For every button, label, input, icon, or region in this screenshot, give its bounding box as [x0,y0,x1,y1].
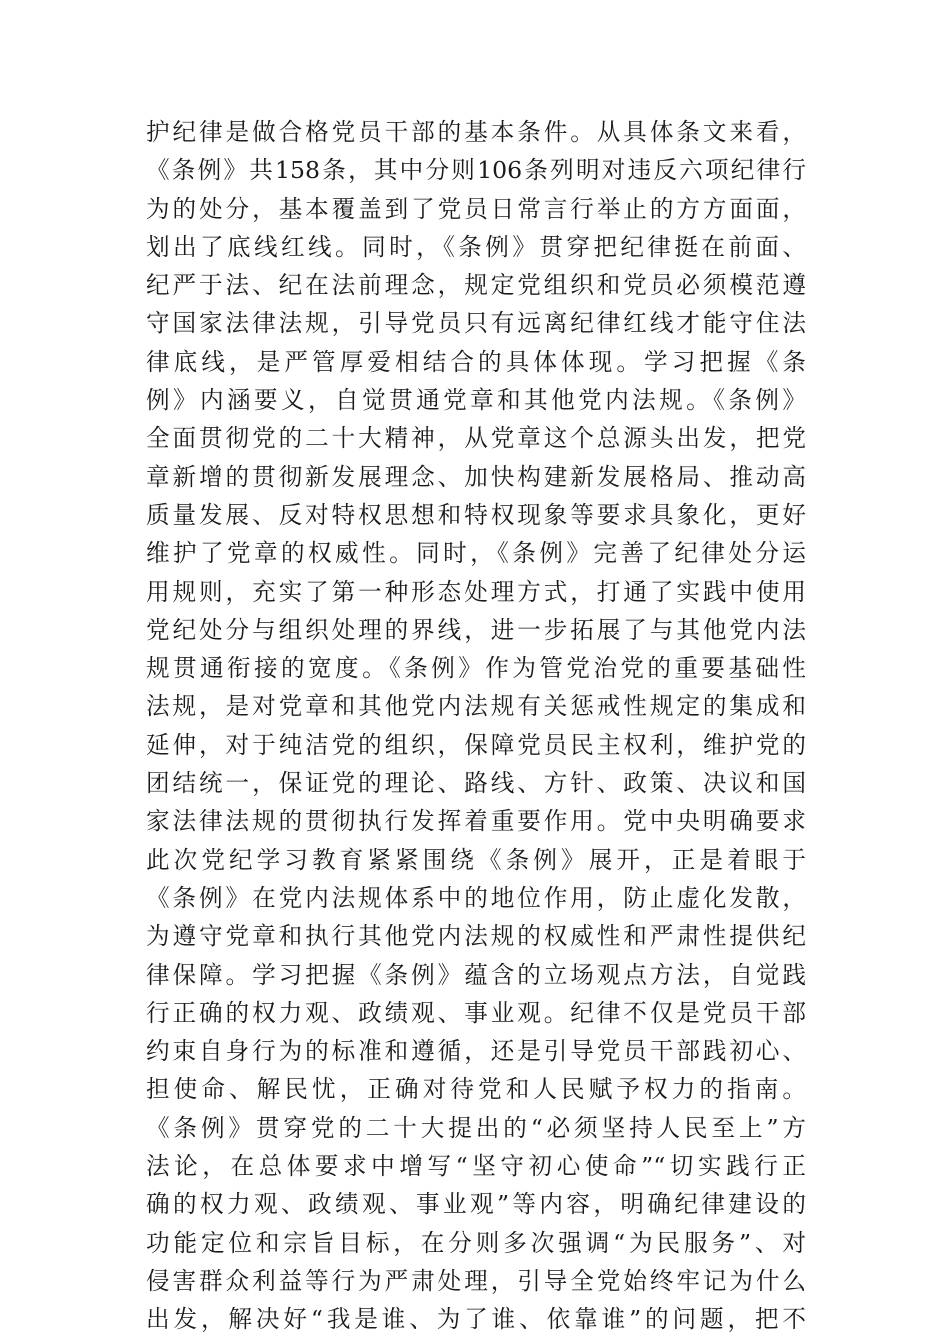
text-line: 《条例》在党内法规体系中的地位作用，防止虚化发散， [146,883,806,912]
text-line: 此次党纪学习教育紧紧围绕《条例》展开，正是着眼于 [146,845,806,874]
text-line: 《条例》共158条，其中分则106条列明对违反六项纪律行 [146,156,806,185]
text-line: 护纪律是做合格党员干部的基本条件。从具体条文来看， [146,118,806,146]
text-line: 侵害群众利益等行为严肃处理，引导全党始终牢记为什么 [146,1266,806,1295]
text-line: 律底线，是严管厚爱相结合的具体体现。学习把握《条 [146,347,806,376]
text-line: 守国家法律法规，引导党员只有远离纪律红线才能守住法 [146,309,806,338]
text-line: 团结统一，保证党的理论、路线、方针、政策、决议和国 [146,769,806,798]
text-line: 章新增的贯彻新发展理念、加快构建新发展格局、推动高 [146,462,806,491]
text-line: 为遵守党章和执行其他党内法规的权威性和严肃性提供纪 [146,922,806,951]
text-line: 质量发展、反对特权思想和特权现象等要求具象化，更好 [146,500,806,529]
text-line: 用规则，充实了第一种形态处理方式，打通了实践中使用 [146,577,806,606]
text-line: 规贯通衔接的宽度。《条例》作为管党治党的重要基础性 [146,654,806,683]
body-text [146,113,806,1339]
text-line: 维护了党章的权威性。同时，《条例》完善了纪律处分运 [146,539,806,568]
text-line: 家法律法规的贯彻执行发挥着重要作用。党中央明确要求 [146,807,806,836]
text-line: 法论，在总体要求中增写“坚守初心使命”“切实践行正 [146,1152,806,1181]
text-line: 确的权力观、政绩观、事业观”等内容，明确纪律建设的 [146,1190,806,1219]
text-line: 全面贯彻党的二十大精神，从党章这个总源头出发，把党 [146,424,806,453]
text-line: 《条例》贯穿党的二十大提出的“必须坚持人民至上”方 [146,1113,806,1142]
text-line: 担使命、解民忧，正确对待党和人民赋予权力的指南。 [146,1075,806,1104]
text-line: 行正确的权力观、政绩观、事业观。纪律不仅是党员干部 [146,998,806,1027]
text-line: 纪严于法、纪在法前理念，规定党组织和党员必须模范遵 [146,271,806,300]
text-line: 功能定位和宗旨目标，在分则多次强调“为民服务”、对 [146,1228,806,1257]
text-line: 党纪处分与组织处理的界线，进一步拓展了与其他党内法 [146,615,806,644]
text-line: 例》内涵要义，自觉贯通党章和其他党内法规。《条例》 [146,386,806,415]
text-line: 划出了底线红线。同时，《条例》贯穿把纪律挺在前面、 [146,232,806,261]
text-line: 延伸，对于纯洁党的组织，保障党员民主权利，维护党的 [146,730,806,759]
text-line: 法规，是对党章和其他党内法规有关惩戒性规定的集成和 [146,692,806,721]
text-line: 约束自身行为的标准和遵循，还是引导党员干部践初心、 [146,1037,806,1066]
text-line: 律保障。学习把握《条例》蕴含的立场观点方法，自觉践 [146,960,806,989]
text-line: 为的处分，基本覆盖到了党员日常言行举止的方方面面， [146,194,806,223]
text-line: 出发，解决好“我是谁、为了谁、依靠谁”的问题，把不 [146,1305,806,1334]
